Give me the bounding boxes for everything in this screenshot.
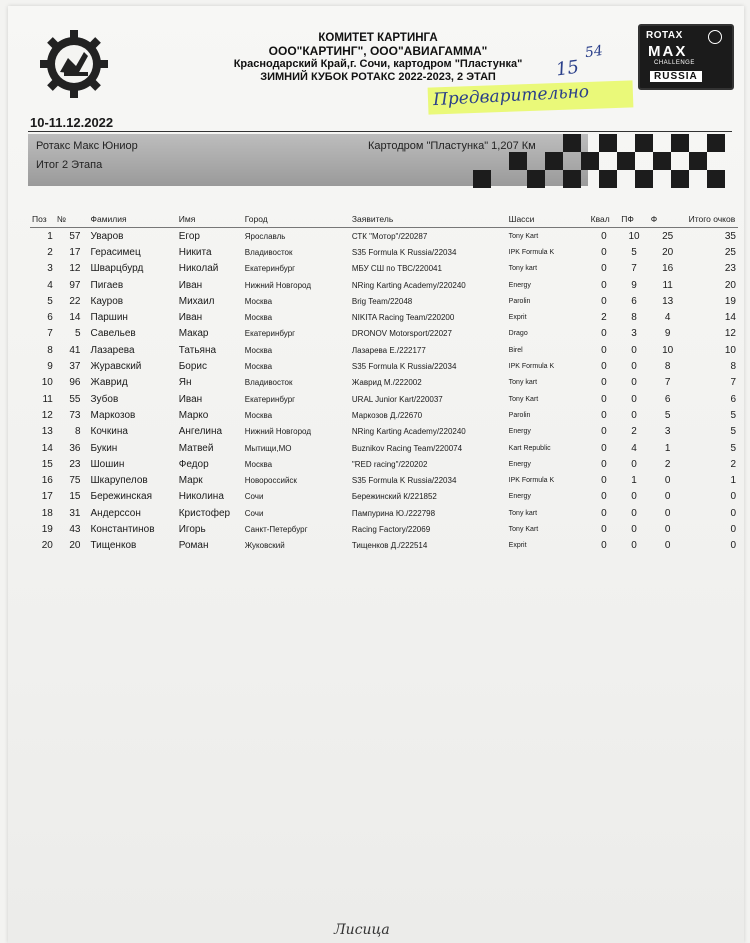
cell-total: 6: [730, 393, 736, 405]
table-row: [30, 244, 738, 260]
cell-pos: 3: [47, 263, 53, 275]
handwritten-status: Предварительно: [432, 81, 590, 111]
cell-team: NRing Karting Academy/220240: [351, 427, 466, 437]
cell-qual: 0: [601, 409, 607, 421]
table-row: [30, 277, 738, 293]
cell-pos: 13: [41, 426, 53, 438]
cell-name: Иван: [178, 312, 203, 324]
table-row: [30, 424, 738, 440]
cell-total: 14: [724, 312, 736, 324]
logo-brand: ROTAX: [646, 30, 683, 41]
table-row: [30, 456, 738, 472]
cell-pos: 12: [41, 409, 53, 421]
cell-num: 57: [69, 230, 81, 242]
cell-team: Жаврид М./222002: [351, 378, 422, 388]
cell-num: 14: [69, 312, 81, 324]
cell-team: NRing Karting Academy/220240: [351, 280, 466, 290]
cell-qual: 0: [601, 246, 607, 258]
cell-name: Николай: [178, 263, 219, 275]
cell-pos: 19: [41, 523, 53, 535]
table-row: [30, 228, 738, 245]
cell-pos: 5: [47, 295, 53, 307]
cell-final: 8: [664, 361, 671, 373]
header-line-3: Краснодарский Край,г. Сочи, картодром "Пластунка": [233, 58, 523, 70]
cell-chassis: Energy: [508, 428, 531, 436]
cell-name: Татьяна: [178, 344, 217, 356]
cell-pos: 14: [41, 442, 53, 454]
cell-qual: 0: [601, 230, 607, 242]
cell-prefinal: 0: [631, 361, 637, 373]
cell-chassis: IPK Formula K: [508, 477, 555, 485]
cell-total: 0: [730, 540, 736, 552]
cell-chassis: Energy: [508, 460, 531, 468]
col-header-pos: Поз: [30, 212, 55, 228]
cell-surname: Букин: [90, 442, 118, 454]
header-line-4: ЗИМНИЙ КУБОК РОТАКС 2022-2023, 2 ЭТАП: [260, 71, 496, 83]
table-row: [30, 407, 738, 423]
cell-num: 20: [69, 540, 81, 552]
col-header-total: Итого очков: [687, 212, 738, 228]
cell-city: Москва: [244, 345, 273, 355]
cell-name: Ангелина: [178, 426, 223, 438]
race-stage: Итог 2 Этапа: [36, 159, 103, 171]
table-row: [30, 472, 738, 488]
cell-prefinal: 3: [631, 328, 637, 340]
cell-total: 35: [724, 230, 736, 242]
cell-final: 4: [664, 312, 671, 324]
cell-prefinal: 10: [628, 230, 640, 242]
handwritten-time-hour: 15: [554, 56, 581, 81]
cell-final: 1: [664, 442, 671, 454]
cell-city: Владивосток: [244, 247, 293, 257]
cell-qual: 0: [601, 328, 607, 340]
col-header-team: Заявитель: [350, 212, 507, 228]
table-row: [30, 261, 738, 277]
header-line-2: ООО"КАРТИНГ", ООО"АВИАГАММА": [268, 44, 488, 58]
cell-prefinal: 5: [631, 246, 637, 258]
cell-city: Москва: [244, 313, 273, 323]
cell-chassis: Tony Kart: [508, 525, 539, 533]
cell-team: S35 Formula K Russia/22034: [351, 247, 457, 257]
cell-chassis: Tony Kart: [508, 395, 539, 403]
cell-qual: 0: [601, 344, 607, 356]
logo-product: MAX: [648, 43, 688, 60]
cell-total: 0: [730, 507, 736, 519]
handwritten-time-minute: 54: [583, 42, 604, 62]
cell-city: Жуковский: [244, 541, 285, 551]
cell-surname: Паршин: [90, 312, 128, 324]
cell-name: Никита: [178, 246, 212, 258]
rotax-max-challenge-logo: [638, 24, 734, 90]
cell-total: 0: [730, 491, 736, 503]
cell-city: Новороссийск: [244, 476, 297, 486]
checkered-flag-icon: [473, 134, 737, 188]
cell-qual: 2: [601, 312, 607, 324]
header-divider: [28, 131, 732, 132]
cell-final: 13: [662, 295, 674, 307]
cell-total: 0: [730, 523, 736, 535]
cell-pos: 9: [47, 361, 53, 373]
cell-name: Борис: [178, 361, 208, 373]
cell-surname: Лазарева: [90, 344, 135, 356]
cell-pos: 11: [42, 393, 53, 405]
cell-num: 17: [69, 246, 81, 258]
cell-name: Иван: [178, 393, 203, 405]
results-sheet: [8, 6, 744, 943]
col-header-final: Ф: [649, 212, 687, 228]
cell-name: Михаил: [178, 295, 215, 307]
cell-qual: 0: [601, 523, 607, 535]
cell-qual: 0: [601, 540, 607, 552]
cell-city: Нижний Новгород: [244, 280, 311, 290]
table-row: [30, 538, 738, 554]
karting-committee-gear-logo-icon: [38, 28, 110, 100]
race-class: Ротакс Макс Юниор: [36, 140, 138, 152]
cell-qual: 0: [601, 279, 607, 291]
cell-surname: Савельев: [90, 328, 136, 340]
cell-surname: Шкарупелов: [90, 475, 148, 487]
cell-chassis: Energy: [508, 493, 531, 501]
header-line-1: КОМИТЕТ КАРТИНГА: [318, 32, 438, 44]
cell-name: Егор: [178, 230, 200, 242]
cell-qual: 0: [601, 491, 607, 503]
cell-prefinal: 1: [631, 475, 637, 487]
cell-total: 5: [730, 409, 736, 421]
cell-team: МБУ СШ по ТВС/220041: [351, 264, 442, 274]
cell-name: Роман: [178, 540, 209, 552]
cell-name: Марко: [178, 409, 209, 421]
cell-team: S35 Formula K Russia/22034: [351, 476, 457, 486]
cell-qual: 0: [601, 475, 607, 487]
col-header-chassis: Шасси: [507, 212, 589, 228]
cell-num: 36: [69, 442, 81, 454]
event-date: 10-11.12.2022: [30, 115, 114, 130]
cell-num: 37: [69, 361, 81, 373]
cell-final: 0: [664, 540, 671, 552]
cell-final: 0: [664, 475, 671, 487]
table-row: [30, 440, 738, 456]
cell-chassis: Energy: [508, 281, 531, 289]
cell-num: 8: [74, 426, 81, 438]
cell-surname: Шошин: [90, 458, 125, 470]
cell-pos: 6: [47, 312, 53, 324]
cell-final: 7: [664, 377, 671, 389]
cell-qual: 0: [601, 442, 607, 454]
cell-surname: Зубов: [90, 393, 119, 405]
cell-final: 0: [664, 523, 671, 535]
col-header-qual: Квал: [589, 212, 620, 228]
cell-prefinal: 0: [631, 540, 637, 552]
cell-num: 43: [69, 523, 81, 535]
cell-team: Brig Team/22048: [351, 296, 413, 306]
cell-name: Николина: [178, 491, 224, 503]
cell-chassis: Tony kart: [508, 509, 538, 517]
cell-total: 10: [724, 344, 736, 356]
cell-city: Москва: [244, 362, 273, 372]
cell-num: 5: [74, 328, 81, 340]
col-header-prefinal: ПФ: [619, 212, 649, 228]
cell-team: URAL Junior Kart/220037: [351, 394, 443, 404]
cell-pos: 18: [41, 507, 53, 519]
cell-qual: 0: [601, 426, 607, 438]
cell-pos: 20: [41, 540, 53, 552]
cell-team: Маркозов Д./22670: [351, 410, 423, 420]
cell-num: 75: [69, 475, 81, 487]
results-table: [30, 212, 738, 554]
cell-chassis: Tony kart: [508, 379, 538, 387]
table-row: [30, 505, 738, 521]
cell-final: 0: [664, 491, 671, 503]
cell-prefinal: 4: [631, 442, 637, 454]
cell-name: Иван: [178, 279, 203, 291]
cell-final: 3: [664, 426, 671, 438]
cell-pos: 15: [41, 458, 53, 470]
col-header-surname: Фамилия: [83, 212, 177, 228]
table-row: [30, 375, 738, 391]
cell-chassis: IPK Formula K: [508, 363, 555, 371]
table-row: [30, 293, 738, 309]
cell-city: Санкт-Петербург: [244, 524, 308, 534]
cell-prefinal: 0: [631, 377, 637, 389]
cell-pos: 2: [47, 246, 53, 258]
cell-city: Екатеринбург: [244, 264, 296, 274]
cell-prefinal: 9: [631, 279, 637, 291]
cell-total: 5: [730, 426, 736, 438]
cell-prefinal: 7: [631, 263, 637, 275]
cell-num: 41: [69, 344, 81, 356]
cell-prefinal: 6: [631, 295, 637, 307]
cell-city: Екатеринбург: [244, 329, 296, 339]
cell-team: СТК "Мотор"/220287: [351, 231, 428, 241]
cell-pos: 8: [47, 344, 53, 356]
cell-num: 31: [69, 507, 81, 519]
cell-qual: 0: [601, 377, 607, 389]
cell-name: Федор: [178, 458, 209, 470]
cell-pos: 7: [47, 328, 53, 340]
signature: Лисица: [334, 922, 390, 938]
cell-team: Пампурина Ю./222798: [351, 508, 436, 518]
cell-city: Нижний Новгород: [244, 427, 311, 437]
cell-name: Ян: [178, 377, 192, 389]
cell-qual: 0: [601, 458, 607, 470]
cell-chassis: IPK Formula K: [508, 248, 555, 256]
cell-surname: Константинов: [90, 523, 155, 535]
table-row: [30, 342, 738, 358]
cell-city: Сочи: [244, 492, 264, 502]
cell-city: Екатеринбург: [244, 394, 296, 404]
document-header: [198, 32, 558, 84]
cell-surname: Пигаев: [90, 279, 124, 291]
cell-total: 7: [730, 377, 736, 389]
cell-total: 12: [724, 328, 736, 340]
cell-final: 5: [664, 409, 671, 421]
cell-prefinal: 0: [631, 523, 637, 535]
table-row: [30, 391, 738, 407]
cell-final: 16: [662, 263, 674, 275]
cell-num: 15: [69, 491, 81, 503]
cell-surname: Журавский: [90, 361, 142, 373]
cell-surname: Герасимец: [90, 246, 141, 258]
cell-pos: 17: [41, 491, 53, 503]
cell-final: 6: [664, 393, 671, 405]
col-header-name: Имя: [177, 212, 243, 228]
cell-pos: 1: [47, 230, 53, 242]
cell-num: 73: [69, 409, 81, 421]
cell-chassis: Exprit: [508, 314, 527, 322]
cell-team: NIKITA Racing Team/220200: [351, 313, 455, 323]
table-header-row: [30, 212, 738, 228]
cell-final: 9: [664, 328, 671, 340]
cell-total: 8: [730, 361, 736, 373]
cell-surname: Андерссон: [90, 507, 141, 519]
cell-final: 2: [664, 458, 671, 470]
cell-city: Москва: [244, 410, 273, 420]
cell-chassis: Parolin: [508, 411, 531, 419]
cell-name: Марк: [178, 475, 203, 487]
cell-total: 20: [724, 279, 736, 291]
cell-team: Buznikov Racing Team/220074: [351, 443, 463, 453]
cell-name: Макар: [178, 328, 209, 340]
cell-team: Racing Factory/22069: [351, 524, 431, 534]
cell-surname: Кочкина: [90, 426, 128, 438]
col-header-num: №: [55, 212, 83, 228]
logo-country: RUSSIA: [650, 71, 702, 82]
cell-city: Владивосток: [244, 378, 293, 388]
cell-num: 55: [69, 393, 81, 405]
cell-chassis: Tony Kart: [508, 232, 539, 240]
cell-city: Москва: [244, 296, 273, 306]
table-row: [30, 489, 738, 505]
cell-prefinal: 0: [631, 458, 637, 470]
cell-qual: 0: [601, 507, 607, 519]
cell-surname: Уваров: [90, 230, 124, 242]
cell-final: 10: [662, 344, 674, 356]
cell-qual: 0: [601, 361, 607, 373]
cell-city: Мытищи,МО: [244, 443, 292, 453]
cell-chassis: Tony kart: [508, 265, 538, 273]
cell-chassis: Exprit: [508, 542, 527, 550]
cell-final: 20: [662, 246, 674, 258]
cell-surname: Кауров: [90, 295, 124, 307]
cell-prefinal: 0: [631, 409, 637, 421]
cell-total: 1: [730, 475, 736, 487]
cell-chassis: Drago: [508, 330, 528, 338]
table-row: [30, 521, 738, 537]
cell-num: 96: [69, 377, 81, 389]
cell-prefinal: 8: [631, 312, 637, 324]
track-info: Картодром "Пластунка" 1,207 Км: [368, 140, 536, 152]
cell-total: 2: [730, 458, 736, 470]
cell-surname: Тищенков: [90, 540, 137, 552]
cell-final: 0: [664, 507, 671, 519]
cell-final: 11: [662, 279, 673, 291]
cell-pos: 16: [41, 475, 53, 487]
cell-chassis: Birel: [508, 346, 523, 354]
cell-total: 5: [730, 442, 736, 454]
cell-pos: 10: [41, 377, 53, 389]
cell-name: Кристофер: [178, 507, 231, 519]
cell-team: Лазарева Е./222177: [351, 345, 426, 355]
cell-city: Сочи: [244, 508, 264, 518]
cell-team: S35 Formula K Russia/22034: [351, 362, 457, 372]
table-row: [30, 326, 738, 342]
cell-qual: 0: [601, 393, 607, 405]
cell-qual: 0: [601, 263, 607, 275]
rotax-circle-icon: [708, 30, 722, 44]
cell-total: 19: [724, 295, 736, 307]
cell-name: Матвей: [178, 442, 214, 454]
cell-team: Тищенков Д./222514: [351, 541, 428, 551]
cell-prefinal: 0: [631, 507, 637, 519]
cell-surname: Шварцбурд: [90, 263, 144, 275]
cell-pos: 4: [47, 279, 53, 291]
logo-subtitle: CHALLENGE: [654, 60, 695, 66]
cell-prefinal: 2: [631, 426, 637, 438]
cell-city: Москва: [244, 459, 273, 469]
col-header-city: Город: [243, 212, 350, 228]
cell-num: 22: [69, 295, 81, 307]
cell-city: Ярославль: [244, 231, 286, 241]
cell-chassis: Kart Republic: [508, 444, 551, 452]
cell-num: 23: [69, 458, 81, 470]
cell-surname: Маркозов: [90, 409, 136, 421]
table-row: [30, 358, 738, 374]
cell-final: 25: [662, 230, 674, 242]
cell-num: 97: [69, 279, 81, 291]
table-row: [30, 309, 738, 325]
cell-qual: 0: [601, 295, 607, 307]
cell-team: Бережинский К/221852: [351, 492, 437, 502]
cell-prefinal: 0: [631, 393, 637, 405]
cell-team: "RED racing"/220202: [351, 459, 428, 469]
cell-name: Игорь: [178, 523, 206, 535]
cell-surname: Жаврид: [90, 377, 128, 389]
cell-total: 23: [724, 263, 736, 275]
cell-chassis: Parolin: [508, 297, 531, 305]
cell-num: 12: [69, 263, 81, 275]
cell-surname: Бережинская: [90, 491, 153, 503]
cell-prefinal: 0: [631, 344, 637, 356]
cell-team: DRONOV Motorsport/22027: [351, 329, 452, 339]
cell-total: 25: [724, 246, 736, 258]
results-body: [30, 228, 738, 554]
cell-prefinal: 0: [631, 491, 637, 503]
